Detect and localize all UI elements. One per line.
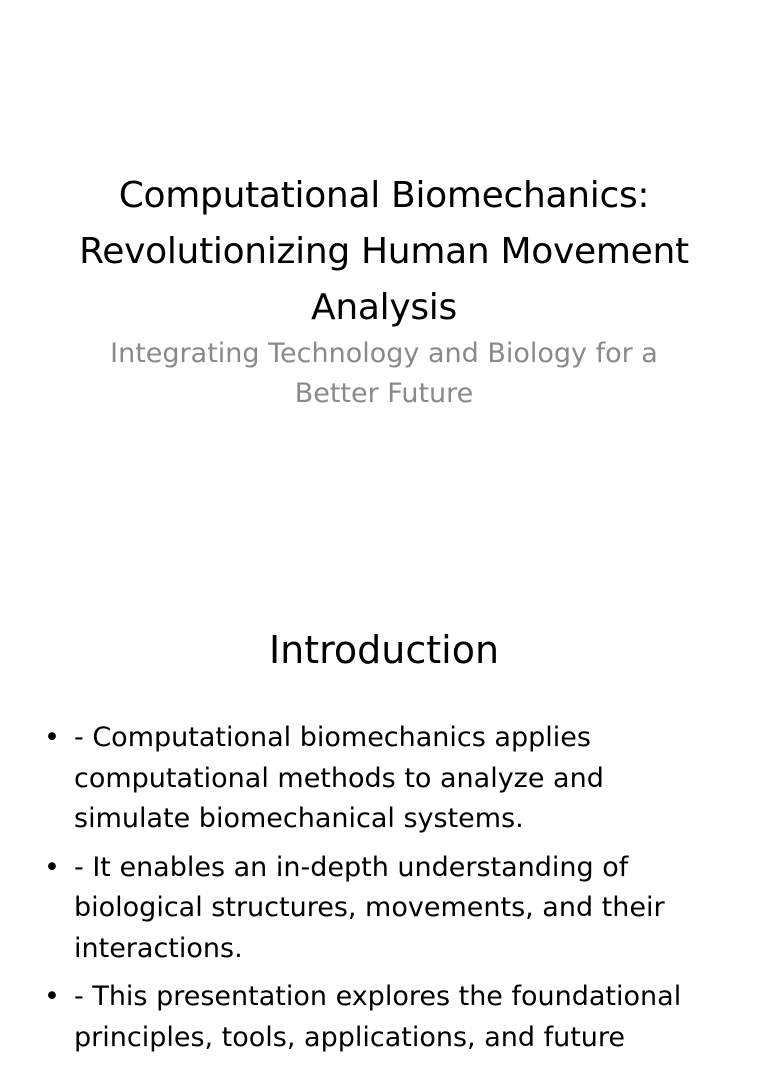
- bullet-list: [40, 718, 720, 1066]
- bullet-text: - Computational biomechanics applies computational methods to analyze and simulate biomechanical systems.: [74, 722, 604, 834]
- bullet-icon: •: [44, 981, 60, 1012]
- bullet-text: - This presentation explores the foundational principles, tools, applications, and future: [74, 981, 682, 1053]
- bullet-icon: •: [44, 851, 60, 883]
- introduction-slide: [0, 576, 768, 1053]
- presentation-title: Computational Biomechanics: Revolutionizing Human Movement Analysis: [79, 175, 689, 328]
- bullet-item: [40, 977, 720, 1058]
- slide-title: Introduction: [268, 628, 500, 672]
- bullet-item: [40, 718, 720, 840]
- bullet-icon: •: [44, 722, 60, 753]
- bullet-text: - It enables an in-depth understanding of biological structures, movements, and their interactions.: [74, 851, 665, 964]
- presentation-subtitle: Integrating Technology and Biology for a Better Future: [110, 338, 658, 409]
- bullet-item: [40, 848, 720, 970]
